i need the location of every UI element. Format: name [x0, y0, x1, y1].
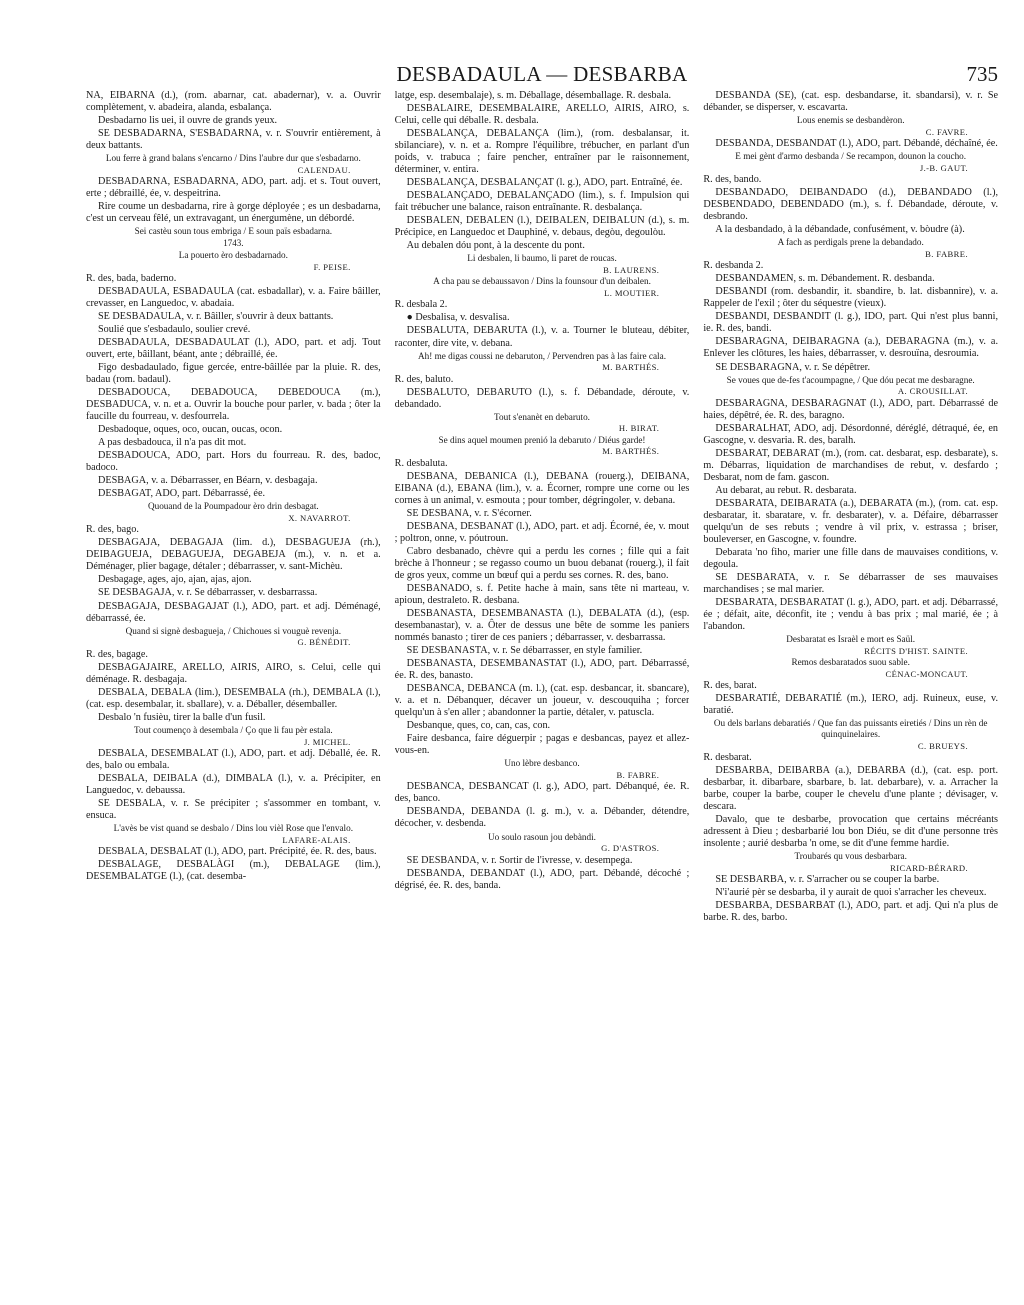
entry-paragraph: DESBARBA, DESBARBAT (l.), ADO, part. et adj. Qui n'a plus de barbe. R. des, barbo. [703, 900, 999, 924]
continuation-line: latge, esp. desembalaje), s. m. Déballage, désemballage. R. desbala. [394, 90, 672, 101]
entry-paragraph: SE DESBARBA, v. r. S'arracher ou se couper la barbe. [715, 874, 940, 886]
quotation-source: M. BARTHÉS. [602, 446, 660, 457]
entry-paragraph: DESBALANÇADO, DEBALANÇADO (lim.), s. f. Impulsion qui fait trébucher une balance, raison entraînante. R. desbalança. [394, 190, 690, 214]
entry-paragraph: SE DESBAGAJA, v. r. Se débarrasser, v. desbarrassa. [98, 587, 318, 599]
entry-paragraph: DESBAGA, v. a. Débarrasser, en Béarn, v. desbagaja. [98, 475, 318, 487]
entry-paragraph: DESBAGAJAIRE, ARELLO, AIRIS, AIRO, s. Celui, celle qui déménage. R. desbagaja. [86, 661, 381, 685]
entry-paragraph: DESBADARNA, ESBADARNA, ADO, part. adj. et s. Tout ouvert, erte ; débraillé, ée, v. despeitrina. [86, 176, 381, 200]
entry-paragraph: DESBARATA, DEIBARATA (a.), DEBARATA (m.), (rom. cat. esp. desbaratar, it. sbaratare, v. fr. desbarater), v. a. Défaire, débarrasser quelqu'un de ses rebuts ; vendre à vil prix, v. estrassa ; briser, bouleverser, en Gascogne, v. foundre. [703, 497, 999, 545]
entry-paragraph: DESBAGAJA, DEBAGAJA (lim. d.), DESBAGUEJA (rh.), DEIBAGUEJA, DEBAGUEJA, DEGABEJA (m.), v. n. et a. Déménager, plier bagage, détaler ; débarrasser, v. sant-Michèu. [86, 537, 381, 573]
quotation-date: 1743. [223, 238, 244, 249]
page-header [86, 62, 998, 86]
quotation: Troubarés qu vous desbarbara. [794, 851, 907, 862]
entry-paragraph: DESBALEN, DEBALEN (l.), DEIBALEN, DEIBALUN (d.), s. m. Précipice, en Languedoc et Dauphiné, v. debaus, degòu, degoulòu. [394, 215, 690, 239]
quotation: E mei gènt d'armo desbanda / Se recampon, dounon la coucho. [735, 151, 967, 162]
quotation: Desbaratat es Israèl e mort es Saül. [786, 634, 916, 645]
entry-paragraph: DESBANASTA, DESEMBANASTAT (l.), ADO, part. Débarrassé, ée. R. des, banasto. [394, 658, 690, 682]
quotation-source: L. MOUTIER. [604, 288, 660, 299]
quotation-source: B. LAURENS. [603, 265, 660, 276]
entry-paragraph: DESBALUTO, DEBARUTO (l.), s. f. Débandade, déroute, v. debandado. [394, 386, 690, 410]
entry-paragraph: DESBANADO, s. f. Petite hache à main, sans tête ni marteau, v. apioun, destraleto. R. desbana. [394, 582, 690, 606]
quotation-source: J. MICHEL. [303, 736, 351, 747]
quotation: Quand si signè desbagueja, / Chichoues si vouguè revenja. [125, 625, 342, 636]
entry-paragraph: DESBANDA, DEBANDA (l. g. m.), v. a. Débander, détendre, décocher, v. desbenda. [394, 806, 690, 830]
entry-paragraph: DESBANCA, DEBANCA (m. l.), (cat. esp. desbancar, it. sbancare), v. a. et n. Débanquer, décaver un joueur, v. descouquiha ; forcer quelqu'un à s'en aller ; abandonner la partie, détaler, v. patuscla. [394, 683, 690, 719]
quotation-source: B. FABRE. [616, 770, 660, 781]
quotation-source: CALENDAU. [297, 165, 351, 176]
entry-paragraph: DESBAGAT, ADO, part. Débarrassé, ée. [98, 488, 266, 500]
quotation-source: B. FABRE. [925, 249, 969, 260]
quotation: Uo soulo rasoun jou debàndi. [488, 831, 596, 842]
entry-paragraph: Desbagage, ages, ajo, ajan, ajas, ajon. [98, 574, 252, 586]
quotation: Remos desbaratados suou sable. [791, 657, 910, 668]
page-number: 735 [966, 62, 998, 86]
entry-paragraph: SE DESBADAULA, v. r. Bâiller, s'ouvrir à deux battants. [98, 310, 334, 322]
entry-paragraph: DESBANDI (rom. desbandir, it. sbandire, b. lat. disbannire), v. a. Rappeler de l'exil ; ôter du séquestre (vieux). [703, 286, 999, 310]
entry-paragraph: DESBANA, DESBANAT (l.), ADO, part. et adj. Écorné, ée, v. mout ; poltron, onne, v. póutroun. [394, 520, 690, 544]
quotation: Se dins aquel moumen prenió la debaruto / Diéus garde! [438, 434, 646, 445]
entry-paragraph: Rire coume un desbadarna, rire à gorge déployée ; es un desbadarna, c'est un cerveau fêlé, un extravagant, un énergumène, un débordé. [86, 201, 381, 225]
entry-paragraph: Au debalen dóu pont, à la descente du pont. [406, 240, 585, 252]
running-title: DESBADAULA — DESBARBA [396, 62, 688, 86]
entry-paragraph: DESBANDA (SE), (cat. esp. desbandarse, it. sbandarsi), v. r. Se débander, se disperser, v. escavarta. [703, 90, 999, 114]
entry-paragraph: SE DESBANASTA, v. r. Se débarrasser, en style familier. [406, 645, 643, 657]
entry-paragraph: Figo desbadaulado, figue gercée, entre-bâillée par la pluie. R. des, badau (rom. badaul). [86, 361, 381, 385]
entry-paragraph: DESBARBA, DEIBARBA (a.), DEBARBA (d.), (cat. esp. port. desbarbar, it. dibarbare, sbarbare, b. lat. debarbare), v. a. Arracher la barbe, couper la barbe, couper le chevelu d'une plante ; dévisager, v. descara. [703, 765, 999, 813]
entry-paragraph: DESBADOUCA, ADO, part. Hors du fourreau. R. des, badoc, badoco. [86, 450, 381, 474]
quotation: La pouerto èro desbadarnado. [178, 249, 288, 260]
quotation: Ah! me digas coussi ne debaruton, / Pervendren pas à las faire cala. [418, 350, 666, 361]
quotation: Tout coumenço à desembala / Ço que li fau pèr estala. [134, 724, 333, 735]
quotation-source: CÉNAC-MONCAUT. [885, 668, 969, 679]
entry-paragraph: DESBANDA, DESBANDAT (l.), ADO, part. Débandé, déchaîné, ée. [715, 138, 998, 150]
entry-paragraph: DESBALANÇA, DEBALANÇA (lim.), (rom. desbalansar, it. sbilanciare), v. n. et a. Rompre l'équilibre, trébucher, en parlant d'un poids, v. trabuca ; faire pencher, entraîner par le raisonnement, déterminer, v. entira. [394, 128, 690, 176]
entry-paragraph: Faire desbanca, faire déguerpir ; pagas e desbancas, payez et allez-vous-en. [394, 733, 690, 757]
continuation-line: R. des, barat. [703, 680, 757, 692]
quotation-source: RICARD-BÉRARD. [890, 863, 969, 874]
entry-paragraph: DESBALAGE, DESBALÀGI (m.), DEBALAGE (lim.), DESEMBALATGE (l.), (cat. desemba- [86, 858, 381, 882]
entry-paragraph: DESBARAT, DEBARAT (m.), (rom. cat. desbarat, esp. desbarate), s. m. Débarras, liquidation de marchandises de rebut, v. desfardo ; Desbarat, nom de fam. gascon. [703, 447, 999, 483]
continuation-line: R. des, baluto. [394, 373, 454, 385]
quotation: Ou dels barlans debaratiés / Que fan das puissants eiretiés / Dins un rèn de quinquinelaires. [713, 718, 988, 740]
entry-paragraph: Au debarat, au rebut. R. desbarata. [715, 484, 857, 496]
entry-paragraph: Cabro desbanado, chèvre qui a perdu les cornes ; fille qui a fait brèche à l'honneur ; se regasso coumo un buou debanat (rouerg.), il fait de gros yeux, comme un bœuf qui a perdu ses cornes. R. des, bano. [394, 545, 690, 581]
column-left [86, 90, 381, 1299]
quotation-source: LAFARE-ALAIS. [282, 834, 351, 845]
column-right [703, 90, 998, 1299]
continuation-line: NA, EIBARNA (d.), (rom. abarnar, cat. abadernar), v. a. Ouvrir complètement, v. abadeira, alanda, esbalança. [86, 90, 381, 114]
entry-paragraph: SE DESBARAGNA, v. r. Se dépêtrer. [715, 361, 871, 373]
entry-paragraph: DESBANDI, DESBANDIT (l. g.), IDO, part. Qui n'est plus banni, ie. R. des, bandi. [703, 311, 999, 335]
quotation-source: C. BRUEYS. [917, 740, 969, 751]
continuation-line: R. des, bando. [703, 174, 762, 186]
text-columns [86, 90, 998, 1299]
quotation: Tout s'enanèt en debaruto. [494, 411, 590, 422]
quotation: Se voues que de-fes t'acoumpagne, / Que dóu pecat me desbaragne. [726, 374, 975, 385]
entry-paragraph: Davalo, que te desbarbe, provocation que certains mécréants adressent à Dieu ; desbarbarié lou bon Diéu, se dit d'une personne très insolente ; aurié desbarba 'n ome, se dit d'une femme hardie. [703, 814, 999, 850]
quotation-source: G. D'ASTROS. [601, 843, 660, 854]
continuation-line: R. des, bagage. [86, 648, 148, 660]
entry-paragraph: A pas desbadouca, il n'a pas dit mot. [98, 437, 247, 449]
quotation-source: G. BÉNÉDIT. [297, 637, 351, 648]
entry-paragraph: DESBARATIÉ, DEBARATIÉ (m.), IERO, adj. Ruineux, euse, v. baratié. [703, 693, 999, 717]
quotation: A cha pau se debaussavon / Dins la founsour d'un deibalen. [433, 276, 651, 287]
entry-paragraph: Soulié que s'esbadaulo, soulier crevé. [98, 323, 251, 335]
entry-paragraph: Desbanque, ques, co, can, cas, con. [406, 720, 551, 732]
continuation-line: R. desbala 2. [394, 299, 448, 311]
continuation-line: R. des, bago. [86, 524, 139, 536]
entry-paragraph: DESBARATA, DESBARATAT (l. g.), ADO, part. et adj. Débarrassé, ée ; défait, aite, déconfit, ite ; vendu à bas prix ; mal marié, ée ; à l'abandon. [703, 597, 999, 633]
continuation-line: R. desbarat. [703, 752, 752, 764]
entry-paragraph: DESBALANÇA, DESBALANÇAT (l. g.), ADO, part. Entraîné, ée. [406, 177, 683, 189]
entry-paragraph: N'i'aurié pèr se desbarba, il y aurait de quoi s'arracher les cheveux. [715, 887, 987, 899]
entry-paragraph: DESBAGAJA, DESBAGAJAT (l.), ADO, part. et adj. Déménagé, débarrassé, ée. [86, 600, 381, 624]
quotation: Quouand de la Poumpadour èro drin desbagat. [147, 501, 319, 512]
entry-paragraph: DESBADAULA, ESBADAULA (cat. esbadallar), v. a. Faire bâiller, crevasser, en Languedoc, v. abadaia. [86, 285, 381, 309]
entry-paragraph: DESBANDAMEN, s. m. Débandement. R. desbanda. [715, 273, 935, 285]
quotation-source: F. PEISE. [313, 261, 351, 272]
entry-paragraph: SE DESBADARNA, S'ESBADARNA, v. r. S'ouvrir entièrement, à deux battants. [86, 128, 381, 152]
quotation-source: A. CROUSILLAT. [897, 386, 969, 397]
entry-paragraph: DESBANCA, DESBANCAT (l. g.), ADO, part. Débanqué, ée. R. des, banco. [394, 781, 690, 805]
quotation: Lous enemis se desbandèron. [796, 115, 905, 126]
continuation-line: R. des, bada, baderno. [86, 272, 177, 284]
entry-paragraph: DESBADOUCA, DEBADOUCA, DEBEDOUCA (m.), DESBADUCA, v. n. et a. Ouvrir la bouche pour parler, v. bada ; ôter la faucille du fourreau, v. desfourrela. [86, 387, 381, 423]
quotation: L'avès be vist quand se desbalo / Dins lou vièl Rose que l'envalo. [113, 822, 353, 833]
entry-paragraph: DESBANASTA, DESEMBANASTA (l.), DEBALATA (d.), (esp. desembanastar), v. a. Ôter de dessus une bête de somme les paniers nommés banasto ; tirer de ces paniers ; débarrasser, v. desbarrassa. [394, 608, 690, 644]
entry-paragraph: DESBARALHAT, ADO, adj. Désordonné, déréglé, détraqué, ée, en Gascogne, v. desvaria. R. des, baralh. [703, 422, 999, 446]
quotation: Lou ferre à grand balans s'encarno / Dins l'aubre dur que s'esbadarno. [105, 153, 361, 164]
entry-paragraph: DESBARAGNA, DESBARAGNAT (l.), ADO, part. Débarrassé de haies, dépêtré, ée. R. des, baragno. [703, 397, 999, 421]
column-middle [395, 90, 690, 1299]
entry-paragraph: DESBALA, DEIBALA (d.), DIMBALA (l.), v. a. Précipiter, en Languedoc, v. debaussa. [86, 772, 381, 796]
quotation-source: C. FAVRE. [925, 126, 969, 137]
entry-paragraph: Desbalo 'n fusièu, tirer la balle d'un fusil. [98, 711, 266, 723]
quotation-source: J.-B. GAUT. [919, 162, 969, 173]
entry-paragraph: Desbadoque, oques, oco, oucan, oucas, ocon. [98, 424, 283, 436]
entry-paragraph: Debarata 'no fiho, marier une fille dans de mauvaises conditions, v. degoula. [703, 546, 999, 570]
quotation: A fach as perdigals prene la debandado. [777, 237, 924, 248]
entry-paragraph: DESBARAGNA, DEIBARAGNA (a.), DEBARAGNA (m.), v. a. Enlever les clôtures, les haies, débarrasser, v. desrouïna, desroumia. [703, 336, 999, 360]
entry-paragraph: DESBADAULA, DESBADAULAT (l.), ADO, part. et adj. Tout ouvert, erte, bâillant, béant, ante ; débraillé, ée. [86, 336, 381, 360]
quotation-source: H. BIRAT. [618, 423, 660, 434]
quotation-source: X. NAVARROT. [288, 513, 351, 524]
quotation-source: M. BARTHÉS. [602, 362, 660, 373]
entry-paragraph: DESBANDA, DEBANDAT (l.), ADO, part. Débandé, décoché ; dégrisé, ée. R. des, banda. [394, 867, 690, 891]
entry-paragraph: DESBALAIRE, DESEMBALAIRE, ARELLO, AIRIS, AIRO, s. Celui, celle qui déballe. R. desbala. [394, 103, 690, 127]
entry-paragraph: SE DESBARATA, v. r. Se débarrasser de ses mauvaises marchandises ; se mal marier. [703, 571, 999, 595]
entry-paragraph: DESBALA, DESBALAT (l.), ADO, part. Précipité, ée. R. des, baus. [98, 845, 377, 857]
continuation-line: R. desbaluta. [394, 457, 448, 469]
quotation: Uno lèbre desbanco. [504, 758, 580, 769]
continuation-line: R. desbanda 2. [703, 260, 764, 272]
quotation-source: RÉCITS D'HIST. SAINTE. [864, 645, 969, 656]
entry-paragraph: Desbadarno lis uei, il ouvre de grands yeux. [98, 115, 278, 127]
entry-paragraph: DESBANA, DEBANICA (l.), DEBANA (rouerg.), DEIBANA, EIBANA (d.), EBANA (lim.), v. a. Écorner, rompre une corne ou les cornes à un animal, v. esmouta ; pour tomber, dégringoler, v. debana. [394, 470, 690, 506]
entry-paragraph: DESBALA, DESEMBALAT (l.), ADO, part. et adj. Déballé, ée. R. des, balo ou embala. [86, 747, 381, 771]
entry-paragraph: DESBALA, DEBALA (lim.), DESEMBALA (rh.), DEMBALA (l.), (cat. esp. desembalar, it. sballare), v. a. Déballer, désemballer. [86, 686, 381, 710]
entry-paragraph: SE DESBANA, v. r. S'écorner. [406, 507, 532, 519]
entry-paragraph: SE DESBANDA, v. r. Sortir de l'ivresse, v. desempega. [406, 854, 633, 866]
entry-paragraph: DESBANDADO, DEIBANDADO (d.), DEBANDADO (l.), DESBENDADO, DEBENDADO (m.), s. f. Débandade, déroute, v. desbrando. [703, 187, 999, 223]
entry-paragraph: DESBALUTA, DEBARUTA (l.), v. a. Tourner le bluteau, débiter, raconter, dire vite, v. debana. [394, 325, 690, 349]
entry-paragraph: SE DESBALA, v. r. Se précipiter ; s'assommer en tombant, v. ensuca. [86, 797, 381, 821]
quotation: Sei castèu soun tous embriga / E soun païs esbadarna. [134, 226, 333, 237]
entry-paragraph: ● Desbalisa, v. desvalisa. [406, 312, 510, 324]
entry-paragraph: A la desbandado, à la débandade, confusément, v. bòudre (à). [715, 224, 965, 236]
quotation: Li desbalen, li baumo, li paret de roucas. [467, 253, 617, 264]
